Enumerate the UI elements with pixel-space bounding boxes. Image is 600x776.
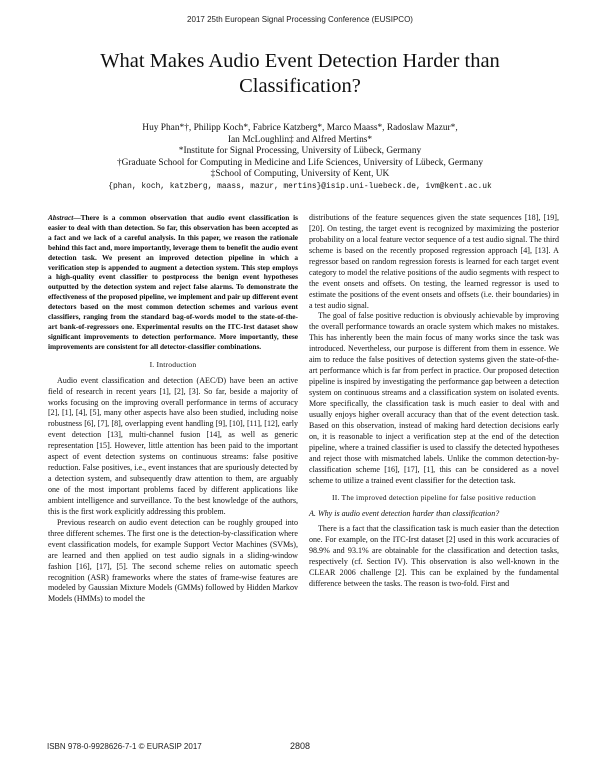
right-paragraph-3: There is a fact that the classification task is much easier than the detection one. For example, on the ITC-Irst dataset [2] used in this work accuracies of 98.9% and 93.1% are obtainable for the classification and detection tasks, respectively (cf. Section IV). This observation is also well-known in the CLEAR 2006 challenge [2]. This can be explained by the fundamental difference between the tasks. The reason is two-fold. First and — [309, 524, 559, 588]
section-1-heading: I. Introduction — [149, 359, 197, 369]
intro-paragraph-1: Audio event classification and detection (AEC/D) have been an active field of research in recent years [1], [2], [3]. So far, beside a majority of works focusing on the improving overall performance in terms of accuracy [2], [1], [4], [5], many other aspects have also been studied, including noise robustness [6], [7], [8], overlapping event handling [9], [10], [11], [12], early event detection [13], multi-channel fusion [14], as well as generic representation [15]. However, little attention has been paid to the important aspect of event detection systems on continuous streams: false positive reduction. False positives, i.e., event instances that are spuriously detected by a detection system, and subsequently draw attention to them, are arguably one of the most important problems faced by different applications like ambient intelligence and surveillance. To the best knowledge of the authors, this is the first work explicitly addressing this problem. — [48, 375, 298, 516]
left-column — [48, 213, 298, 605]
abstract-label: Abstract — [48, 213, 74, 222]
affiliation-2: †Graduate School for Computing in Medicine and Life Sciences, University of Lübeck, Germany — [116, 157, 484, 168]
authors-line-2: Ian McLoughlin‡ and Alfred Mertins* — [227, 134, 373, 145]
page-number: 2808 — [289, 741, 311, 751]
intro-paragraph-2: Previous research on audio event detection can be roughly grouped into three different schemes. The first one is the detection-by-classification where event classification models, for example Support Vector Machines (SVMs), are learned and then applied on test audio signals in a sliding-window fashion [16], [17], [5]. The second scheme relies on automatic speech recognition (ASR) frameworks where the states of frame-wise features are modeled by Gaussian Mixture Models (GMMs) followed by Hidden Markov Models (HMMs) to model the — [48, 517, 298, 604]
subsection-a-heading: A. Why is audio event detection harder than classification? — [309, 509, 500, 519]
conference-header: 2017 25th European Signal Processing Conference (EUSIPCO) — [187, 15, 413, 24]
affiliation-1: *Institute for Signal Processing, University of Lübeck, Germany — [178, 146, 422, 156]
paper-title — [30, 49, 570, 99]
right-column — [309, 213, 559, 590]
author-block — [40, 123, 560, 192]
title-line-1: What Makes Audio Event Detection Harder than — [100, 50, 500, 72]
abstract-text: —There is a common observation that audio event classification is easier to deal with than detection. So far, this observation has been accepted as a fact and we lack of a careful analysis. In this paper, we reason the rationale behind this fact and, more importantly, leverage them to benefit the audio event detection task. We present an improved detection pipeline in which a verification step is appended to augment a detection system. This step employs a high-quality event classifier to postprocess the benign event hypotheses outputted by the detection system and reject false alarms. To demonstrate the effectiveness of the proposed pipeline, we implement and pair up different event detectors based on the most common detection schemes and various event classifiers, ranging from the standard bag-of-words model to the state-of-the-art bank-of-regressors one. Experimental results on the ITC-Irst dataset show significant improvements to detection performance. More importantly, these improvements are consistent for all detector-classifier combinations. — [48, 213, 298, 351]
author-emails: {phan, koch, katzberg, maass, mazur, mertins}@isip.uni-luebeck.de, ivm@kent.ac.uk — [108, 181, 492, 191]
authors-line-1: Huy Phan*†, Philipp Koch*, Fabrice Katzberg*, Marco Maass*, Radoslaw Mazur*, — [142, 123, 458, 133]
footer-isbn: ISBN 978-0-9928626-7-1 © EURASIP 2017 — [47, 742, 202, 751]
affiliation-3: ‡School of Computing, University of Kent, UK — [210, 169, 390, 179]
section-2-heading: II. The improved detection pipeline for false positive reduction — [332, 493, 536, 503]
right-paragraph-2: The goal of false positive reduction is obviously achievable by improving the overall performance towards an oracle system which makes no mistakes. This has inherently been the main focus of many works since the task was introduced. Nevertheless, our purpose is different from them in essence. We aim to reduce the false positives of detection systems given the state-of-the-art performance which is far from perfect in practice. Our proposed detection pipeline is inspired by investigating the performance gap between a detection system on continuous streams and a classification system on isolated events. More specifically, the classification task is much easier to deal with and usually enjoys higher overall accuracy than that of the event detection task. Based on this observation, instead of making hard detection decisions early on, it is reasonable to inject a verification step at the end of the detection pipeline, where a trained classifier is used to classify the detected hypotheses and reject those with mismatched labels. Unlike the common detection-by-classification scheme [16], [17], [1], this can be considered as a novel scheme to utilize a trained event classifier for the detection task. — [309, 311, 559, 485]
title-line-2: Classification? — [239, 75, 361, 97]
right-paragraph-1: distributions of the feature sequences given the state sequences [18], [19], [20]. On testing, the target event is recognized by maximizing the posterior probability on a local feature vector sequence of a test audio signal. The third scheme is based on the recently proposed regression approach [4], [13]. A regressor based on random regression forests is learned for each target event category to model the relative positions of the audio segments with respect to the event onsets and offsets. On testing, the learned regressor is used to estimate the positions of the event onsets and offsets (i.e. their boundaries) in a test audio signal. — [309, 213, 559, 310]
abstract — [48, 213, 298, 352]
